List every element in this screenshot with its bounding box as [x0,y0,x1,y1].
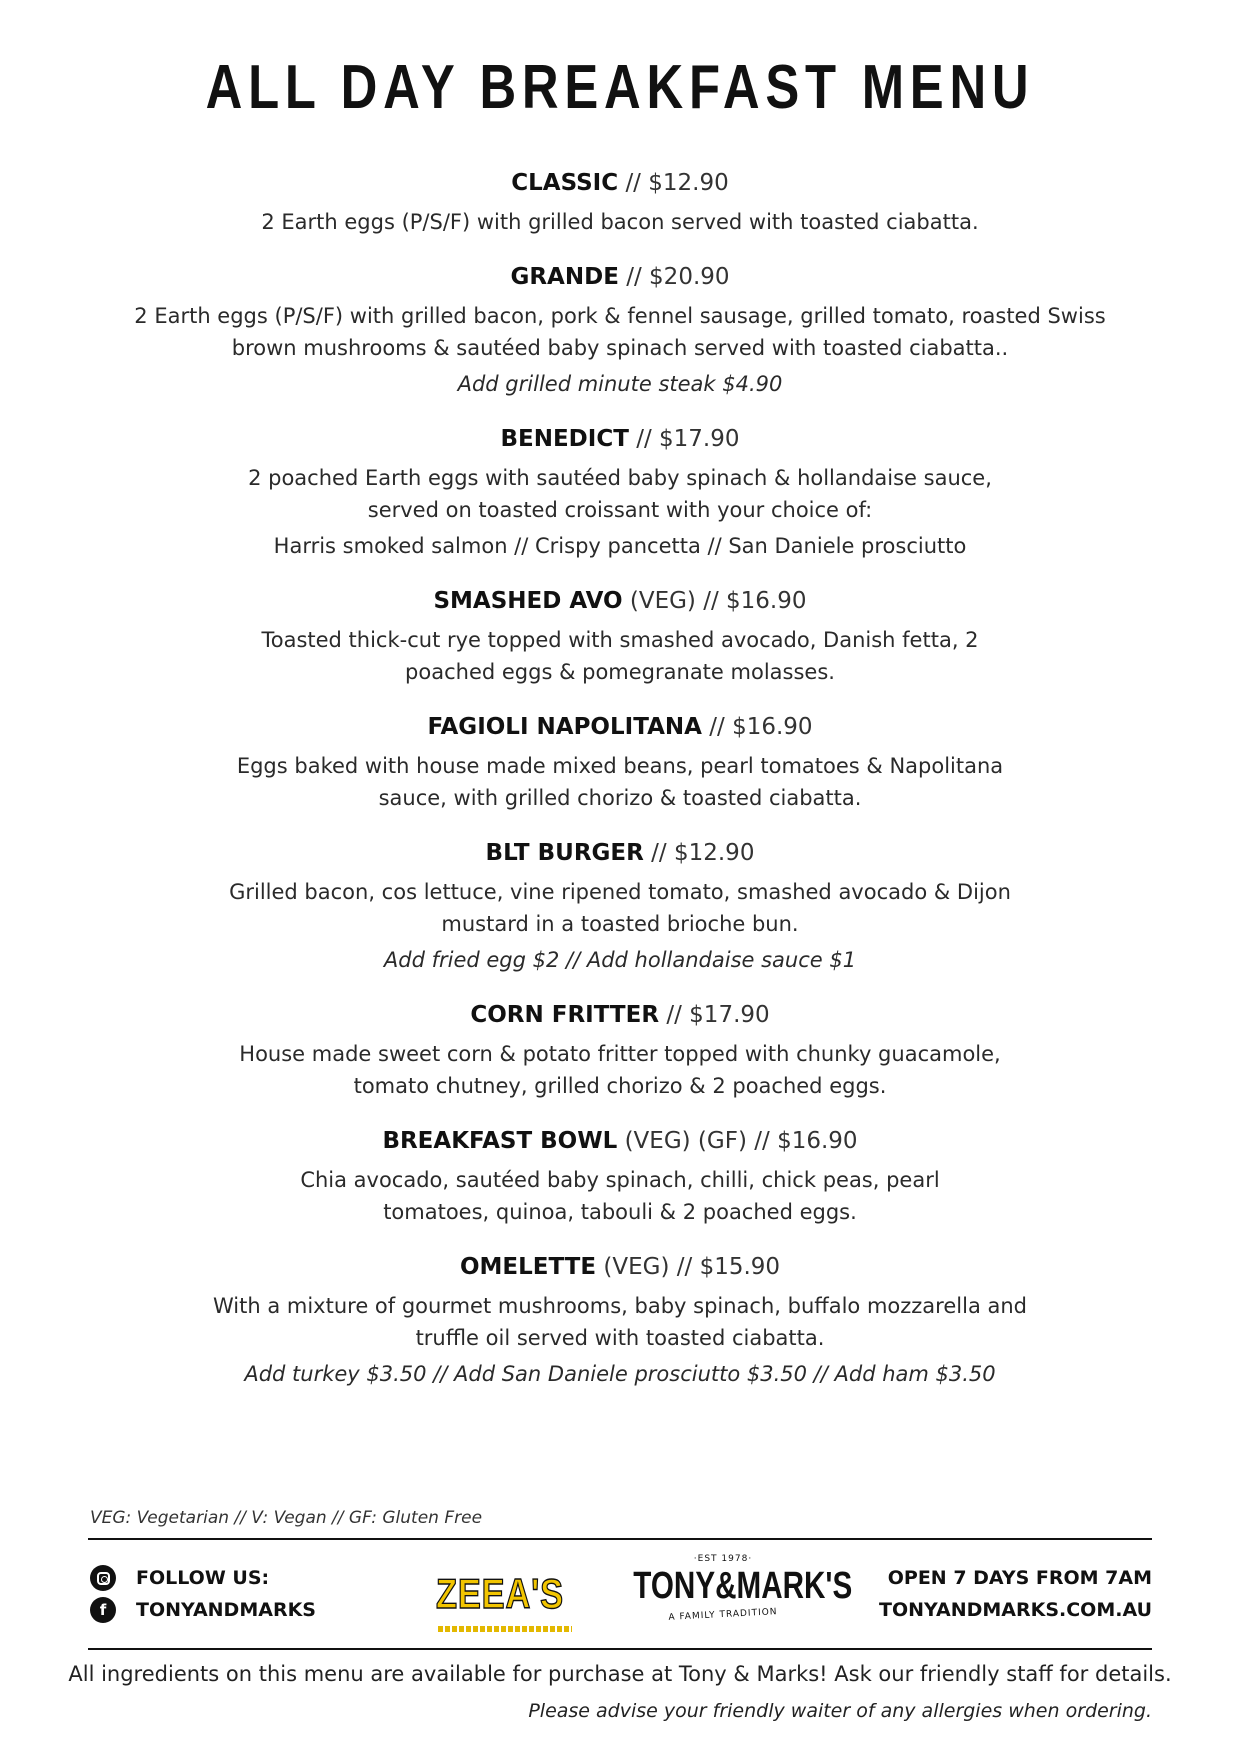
menu-item-description: 2 poached Earth eggs with sautéed baby spinach & hollandaise sauce, served on toasted croissant with your choice of: [248,466,992,522]
tony-and-marks-logo [608,1552,853,1642]
footer [88,1552,1152,1640]
menu-item-separator: // [703,588,719,614]
menu-item-addon: Add turkey $3.50 // Add San Daniele prosciutto $3.50 // Add ham $3.50 [244,1362,996,1386]
menu-item-price: $17.90 [659,426,740,452]
opening-hours: OPEN 7 DAYS FROM 7AM [887,1567,1152,1589]
menu-item-name: SMASHED AVO [433,588,623,614]
logo-est-text: ·EST 1978· [693,1554,753,1564]
footer-divider-top [88,1538,1152,1540]
menu-item [60,1252,1180,1390]
instagram-icon[interactable] [90,1565,116,1591]
menu-item [60,424,1180,562]
menu-item-description: Toasted thick-cut rye topped with smashed avocado, Danish fetta, 2 poached eggs & pomegranate molasses. [261,628,979,684]
menu-item-description: House made sweet corn & potato fritter topped with chunky guacamole, tomato chutney, grilled chorizo & 2 poached eggs. [239,1042,1001,1098]
menu-item-description: 2 Earth eggs (P/S/F) with grilled bacon, pork & fennel sausage, grilled tomato, roasted Swiss brown mushrooms & sautéed baby spinach served with toasted ciabatta.. [134,304,1106,360]
menu-item-description: 2 Earth eggs (P/S/F) with grilled bacon served with toasted ciabatta. [261,210,979,234]
menu-item-price: $17.90 [689,1002,770,1028]
menu-item-separator: // [651,840,667,866]
menu-item-addon: Add grilled minute steak $4.90 [457,372,783,396]
menu-item-heading [60,1000,1180,1030]
menu-item-diet-tag: (VEG) (GF) [624,1128,747,1154]
menu-item-heading [60,1252,1180,1282]
menu-item-price: $12.90 [673,840,755,866]
page-title: ALL DAY BREAKFAST MENU [205,53,1035,122]
logo-tagline: A FAMILY TRADITION [668,1607,778,1623]
menu-item-separator: // [666,1002,682,1028]
menu-item-name: BREAKFAST BOWL [382,1128,618,1154]
social-handle[interactable]: TONYANDMARKS [136,1599,316,1621]
menu-item-name: BLT BURGER [485,840,644,866]
menu-item-separator: // [754,1128,770,1154]
zeeas-logo: ZEEA'S [436,1570,564,1617]
menu-item-price: $12.90 [648,170,729,196]
menu-item [60,586,1180,688]
menu-item-heading [60,424,1180,454]
menu-item-separator: // [709,714,725,740]
menu-item [60,1126,1180,1228]
menu-item-name: FAGIOLI NAPOLITANA [427,714,702,740]
follow-label: FOLLOW US: [136,1567,270,1589]
menu-item [60,262,1180,400]
facebook-row [90,1594,316,1626]
follow-row [90,1562,316,1594]
zeeas-logo-stripe [438,1626,572,1632]
menu-item-price: $16.90 [777,1128,858,1154]
menu-item [60,712,1180,814]
menu-item-heading [60,838,1180,868]
menu-item-price: $15.90 [699,1254,781,1280]
social-block [90,1562,316,1626]
menu-item-heading [60,586,1180,616]
menu-item-heading [60,168,1180,198]
menu-item-name: CORN FRITTER [470,1002,660,1028]
menu-item [60,838,1180,976]
menu-item-name: BENEDICT [500,426,629,452]
menu-item-separator: // [626,264,642,290]
menu-item-separator: // [676,1254,693,1280]
menu-item-price: $16.90 [732,714,813,740]
facebook-icon[interactable]: f [90,1597,116,1623]
menu-item-description: With a mixture of gourmet mushrooms, baby spinach, buffalo mozzarella and truffle oil served with toasted ciabatta. [212,1294,1027,1350]
menu-item [60,168,1180,238]
menu-item-separator: // [625,170,641,196]
allergy-note: Please advise your friendly waiter of any allergies when ordering. [528,1700,1152,1722]
ingredients-note: All ingredients on this menu are available for purchase at Tony & Marks! Ask our friendly staff for details. [68,1662,1172,1686]
menu-item-separator: // [636,426,652,452]
contact-block [879,1562,1152,1626]
logo-wordmark: TONY&MARK'S [633,1565,853,1607]
website-link[interactable]: TONYANDMARKS.COM.AU [879,1599,1152,1621]
menu-item-description: Grilled bacon, cos lettuce, vine ripened tomato, smashed avocado & Dijon mustard in a toasted brioche bun. [229,880,1011,936]
menu-item-heading [60,1126,1180,1156]
menu-item-diet-tag: (VEG) [603,1254,670,1280]
menu-item-description: Chia avocado, sautéed baby spinach, chilli, chick peas, pearl tomatoes, quinoa, tabouli & 2 poached eggs. [300,1168,940,1224]
menu-item-heading [60,262,1180,292]
menu-item-heading [60,712,1180,742]
menu-item-description: Eggs baked with house made mixed beans, pearl tomatoes & Napolitana sauce, with grilled chorizo & toasted ciabatta. [236,754,1004,810]
dietary-legend: VEG: Vegetarian // V: Vegan // GF: Gluten Free [90,1508,483,1528]
menu-item-price: $20.90 [649,264,730,290]
menu-item-diet-tag: (VEG) [629,588,696,614]
menu-item-addon: Add fried egg $2 // Add hollandaise sauce $1 [383,948,857,972]
menu-item-name: GRANDE [510,264,619,290]
menu-item-name: CLASSIC [511,170,619,196]
menu-item [60,1000,1180,1102]
menu-item-price: $16.90 [726,588,807,614]
menu-list [60,168,1180,1414]
menu-item-name: OMELETTE [459,1254,597,1280]
footer-divider-bottom [88,1648,1152,1650]
menu-item-options: Harris smoked salmon // Crispy pancetta // San Daniele prosciutto [273,534,967,558]
